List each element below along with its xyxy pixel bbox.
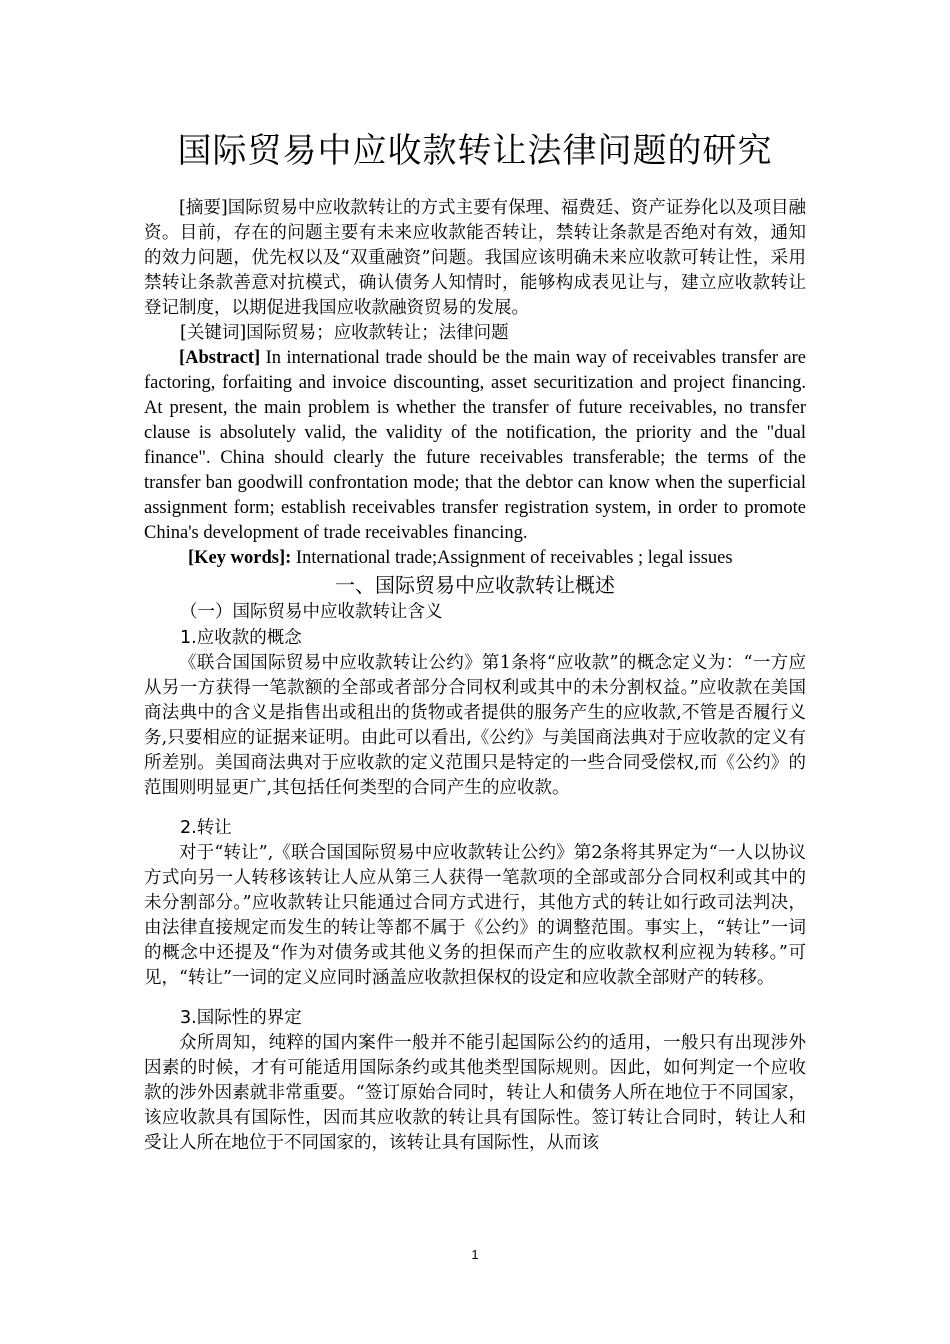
abstract-cn-label: [摘要]	[179, 198, 228, 218]
keywords-en-text: International trade;Assignment of receivables ; legal issues	[295, 548, 733, 568]
item-3-heading: 3.国际性的界定	[180, 1008, 302, 1028]
spacer	[144, 991, 806, 1005]
document-title: 国际贸易中应收款转让法律问题的研究	[177, 131, 773, 171]
document-body	[144, 196, 806, 1156]
item-3-text: 众所周知，纯粹的国内案件一般并不能引起国际公约的适用，一般只有出现涉外因素的时候，才有可能适用国际条约或其他类型国际规则。因此，如何判定一个应收款的涉外因素就非常重要。“签订原始合同时，转让人和债务人所在地位于不同国家，该应收款具有国际性，因而其应收款的转让具有国际性。签订转让合同时，转让人和受让人所在地位于不同国家的，该转让具有国际性，从而该	[144, 1033, 806, 1153]
item-2-heading: 2.转让	[180, 818, 232, 838]
section-1-heading: 一、国际贸易中应收款转让概述	[335, 573, 615, 597]
abstract-en-label: [Abstract]	[179, 348, 261, 368]
keywords-en	[144, 546, 806, 571]
abstract-cn-text: 国际贸易中应收款转让的方式主要有保理、福费廷、资产证券化以及项目融资。目前，存在的问题主要有未来应收款能否转让，禁转让条款是否绝对有效，通知的效力问题，优先权以及“双重融资”问题。我国应该明确未来应收款可转让性，采用禁转让条款善意对抗模式，确认债务人知情时，能够构成表见让与，建立应收款转让登记制度，以期促进我国应收款融资贸易的发展。	[144, 198, 807, 318]
subsection-1-heading: （一）国际贸易中应收款转让含义	[180, 602, 443, 622]
keywords-cn-label: [关键词]	[180, 323, 247, 343]
abstract-en-text: In international trade should be the main way of receivables transfer are factoring, forfaiting and invoice discounting, asset securitization and project financing. At present, the main problem is whether the transfer of future receivables, no transfer clause is absolutely valid, the validity of the notification, the priority and the "dual finance". China should clearly the future receivables transferable; the terms of the transfer ban goodwill confrontation mode; that the debtor can know when the superficial assignment form; establish receivables transfer registration system, in order to promote China's development of trade receivables financing.	[144, 348, 806, 543]
item-2-text: 对于“转让”,《联合国国际贸易中应收款转让公约》第2条将其界定为“一人以协议方式向另一人转移该转让人应从第三人获得一笔款项的全部或部分合同权利或其中的未分割部分。”应收款转让只能通过合同方式进行，其他方式的转让如行政司法判决，由法律直接规定而发生的转让等都不属于《公约》的调整范围。事实上，“转让”一词的概念中还提及“作为对债务或其他义务的担保而产生的应收款权利应视为转移。”可见，“转让”一词的定义应同时涵盖应收款担保权的设定和应收款全部财产的转移。	[144, 843, 806, 988]
keywords-cn-text: 国际贸易；应收款转让；法律问题	[246, 323, 509, 343]
abstract-en	[144, 346, 806, 546]
keywords-en-label: [Key words]:	[188, 548, 292, 568]
item-1-text: 《联合国国际贸易中应收款转让公约》第1条将“应收款”的概念定义为：“一方应从另一方获得一笔款额的全部或者部分合同权利或其中的未分割权益。”应收款在美国商法典中的含义是指售出或租出的货物或者提供的服务产生的应收款,不管是否履行义务,只要相应的证据来证明。由此可以看出,《公约》与美国商法典对于应收款的定义有所差别。美国商法典对于应收款的定义范围只是特定的一些合同受偿权,而《公约》的范围则明显更广,其包括任何类型的合同产生的应收款。	[144, 653, 806, 798]
spacer	[144, 801, 806, 815]
keywords-cn	[144, 321, 806, 346]
item-1-heading: 1.应收款的概念	[180, 628, 302, 648]
abstract-cn	[144, 196, 806, 321]
page-number: 1	[471, 1247, 479, 1262]
